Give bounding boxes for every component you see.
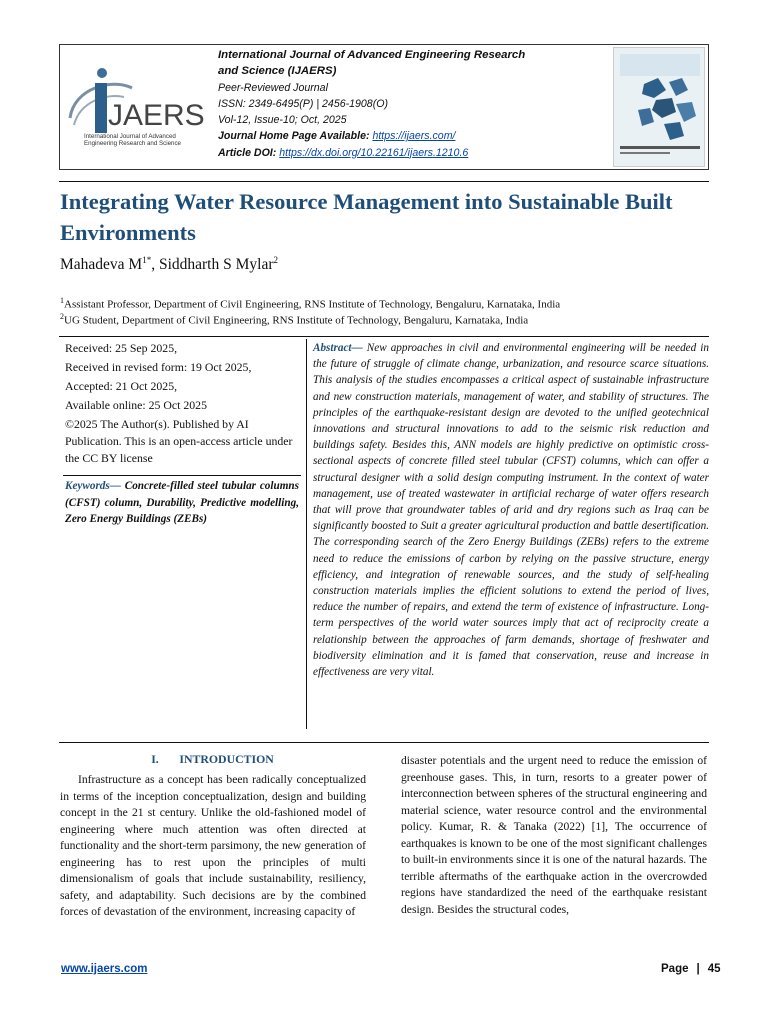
homepage-link[interactable]: https://ijaers.com/ (372, 130, 456, 143)
body-divider (59, 742, 709, 743)
logo-wordmark: JAERS (108, 99, 205, 132)
paper-title: Integrating Water Resource Management into Sustainable Built Environments (60, 189, 673, 245)
logo-subtitle: International Journal of Advanced Engineering Research and Science (84, 133, 181, 147)
accepted-date: Accepted: 21 Oct 2025, (65, 379, 178, 393)
online-date: Available online: 25 Oct 2025 (65, 398, 207, 412)
journal-info (218, 47, 538, 161)
journal-name: International Journal of Advanced Engineering Research and Science (IJAERS) (218, 49, 526, 78)
section-heading-introduction: I. INTRODUCTION (151, 752, 274, 766)
homepage-line: Journal Home Page Available: https://ijaers.com/ (218, 130, 456, 143)
header-divider (59, 181, 709, 182)
keywords-label: Keywords— (65, 480, 121, 492)
volume-issue: Vol-12, Issue-10; Oct, 2025 (218, 114, 347, 127)
keywords: Keywords— Concrete-filled steel tubular columns (CFST) column, Durability, Predictive modelling, Zero Energy Buildings (ZEBs) (65, 480, 299, 525)
footer-site-link[interactable]: www.ijaers.com (61, 963, 148, 975)
abstract-label: Abstract— (313, 342, 363, 354)
authors: Mahadeva $M^{1*}$, Siddharth S Mylar$^2$ (60, 255, 278, 274)
author-name: Siddharth S Mylar (158, 256, 274, 274)
affiliation-1: $^1$Assistant Professor, Department of Civil Engineering, RNS Institute of Technology, Bengaluru, Karnataka, India (60, 296, 561, 311)
doi-link[interactable]: https://dx.doi.org/10.22161/ijaers.1210.6 (279, 146, 469, 159)
doi-line: Article DOI: https://dx.doi.org/10.22161/ijaers.1210.6 (218, 146, 469, 159)
journal-header (59, 44, 709, 170)
column-divider (306, 339, 307, 729)
journal-cover-image (613, 47, 705, 167)
intro-left-column: Infrastructure as a concept has been radically conceptualized in terms of the inception conceptualization, design and building concept in the 21 st century. Unlike the old-fashioned model of engineering where much attention was often directed at functionality and the short-term parsimony, the new generation of engineering has to rest upon the principles of multi dimensionalism of goals that include sustainability, resiliency, safety, and adaptability. Such decisions are by the combined forces of devastation of the environment, increasing capacity of (60, 773, 366, 918)
keywords-divider (63, 475, 301, 476)
received-date: Received: 25 Sep 2025, (65, 341, 178, 355)
revised-date: Received in revised form: 19 Oct 2025, (65, 360, 252, 374)
copyright-notice: ©2025 The Author(s). Published by AI Publication. This is an open-access article under the CC BY license (65, 417, 293, 465)
intro-right-column: disaster potentials and the urgent need to reduce the emission of greenhouse gases. This, in turn, resorts to a greater power of interconnection between spheres of the structural engineering and material science, water resource control and the environmental policy. Kumar, R. & Tanaka (2022) [1], The occurrence of earthquakes is known to be one of the most significant challenges to built-in environments since it is one of the natural hazards. The terrible aftermaths of the earthquake action in the overcrowded regions have standardized the need of the earthquake resistant design. Besides the structural codes, (401, 754, 707, 916)
article-history (65, 340, 301, 469)
section-divider (59, 336, 709, 337)
journal-logo (62, 63, 212, 159)
abstract: Abstract— New approaches in civil and environmental engineering will be needed in the future of struggle of climate change, urbanization, and resource scarce situations. This analysis of the studies encompasses a critical aspect of sustainable infrastructure and new construction materials, management of water, and stability of structures. The principles of the earthquake-resistant design are devoted to the unified geotechnical innovations and structural innovations to add to the seismic risk reduction and buildings safety. Besides this, ANN models are highly predictive on optimistic cross-sectional aspects of concrete filled steel tubular (CFST) columns, which can offer a structural designer with a solid design computing instrument. In the context of water management, use of treated wastewater in artificial recharge of water offers research that will prove that groundwater tables of arid and dry regions such as Iraq can be significantly boosted to Suit a greater agricultural production and battle desertification. The corresponding search of the Zero Energy Buildings (ZEBs) refers to the extreme need to reduce the emissions of carbon by relying on the passive structure, energy efficiency, and integration of renewable sources, and the study of self-healing construction materials implies the efficient solutions to extend the period of lives, reduce the number of repairs, and extend the term of existence of infrastructure. Long-term perspectives of the world water sources imply that act of reciprocity create a relationship between the approaches of farm demands, shortage of freshwater and biodiversity elimination and it is famed that conservation, reuse and increase in effectiveness are very vital. (313, 342, 709, 679)
author-name: Mahadeva M (60, 256, 143, 274)
page-number: Page | 45 (661, 963, 721, 975)
peer-reviewed-label: Peer-Reviewed Journal (218, 81, 328, 94)
issn: ISSN: 2349-6495(P) | 2456-1908(O) (218, 98, 388, 111)
affiliation-2: $^2$UG Student, Department of Civil Engineering, RNS Institute of Technology, Bengaluru, Karnataka, India (60, 312, 529, 327)
